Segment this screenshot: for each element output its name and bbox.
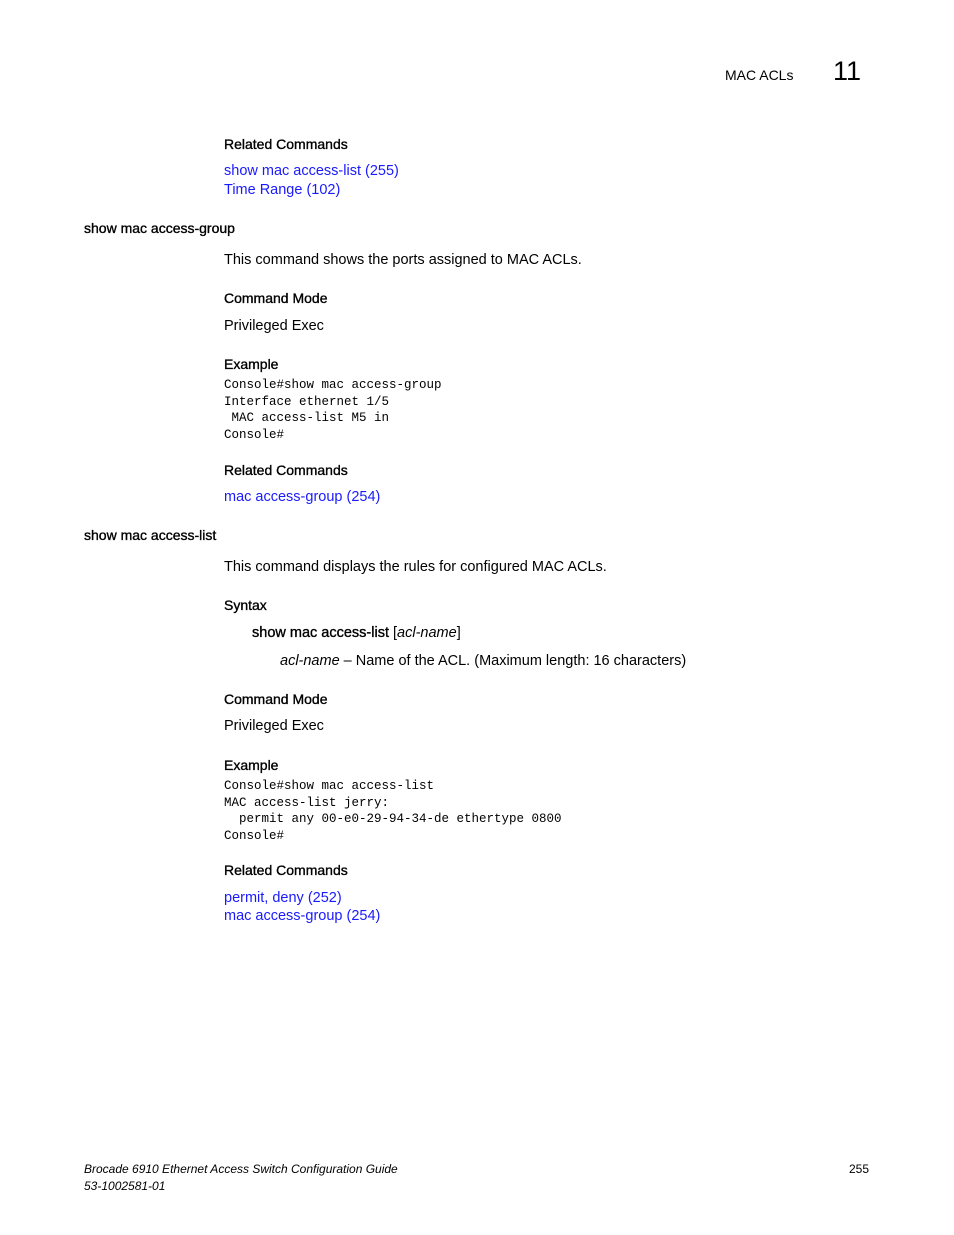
syntax-line <box>252 625 461 641</box>
related-commands-heading: Related Commands <box>224 462 348 478</box>
related-commands-heading: Related Commands <box>224 136 348 152</box>
example-heading: Example <box>224 356 279 372</box>
command-description: This command displays the rules for configured MAC ACLs. <box>224 559 607 575</box>
syntax-parameter: acl-name <box>397 625 457 641</box>
chapter-number: 11 <box>833 56 862 86</box>
syntax-command: show mac access-list <box>252 625 389 641</box>
syntax-open-bracket: [ <box>393 625 398 641</box>
parameter-description <box>280 653 686 669</box>
example-code-block: Console#show mac access-list MAC access-list jerry: permit any 00-e0-29-94-34-de ethertype 0800 Console# <box>224 779 562 843</box>
link-permit-deny[interactable]: permit, deny (252) <box>224 890 342 906</box>
footer-document-title: Brocade 6910 Ethernet Access Switch Configuration Guide <box>84 1162 398 1176</box>
link-mac-access-group[interactable]: mac access-group (254) <box>224 489 381 505</box>
command-description: This command shows the ports assigned to MAC ACLs. <box>224 252 582 268</box>
link-show-mac-access-list[interactable]: show mac access-list (255) <box>224 163 399 179</box>
parameter-name: acl-name <box>280 653 340 669</box>
related-commands-heading: Related Commands <box>224 862 348 878</box>
command-mode-heading: Command Mode <box>224 290 328 306</box>
command-mode-heading: Command Mode <box>224 691 328 707</box>
syntax-heading: Syntax <box>224 597 267 613</box>
command-mode-value: Privileged Exec <box>224 718 324 734</box>
example-code-block: Console#show mac access-group Interface ethernet 1/5 MAC access-list M5 in Console# <box>224 378 442 442</box>
command-title-show-mac-access-group: show mac access-group <box>84 220 235 236</box>
example-heading: Example <box>224 757 279 773</box>
syntax-close-bracket: ] <box>456 625 461 641</box>
running-header-section: MAC ACLs <box>725 67 794 83</box>
command-mode-value: Privileged Exec <box>224 318 324 334</box>
link-mac-access-group[interactable]: mac access-group (254) <box>224 908 381 924</box>
footer-document-number: 53-1002581-01 <box>84 1179 166 1193</box>
command-title-show-mac-access-list: show mac access-list <box>84 527 217 543</box>
footer-page-number: 255 <box>849 1162 870 1176</box>
link-time-range[interactable]: Time Range (102) <box>224 182 341 198</box>
parameter-text: – Name of the ACL. (Maximum length: 16 characters) <box>339 653 687 669</box>
